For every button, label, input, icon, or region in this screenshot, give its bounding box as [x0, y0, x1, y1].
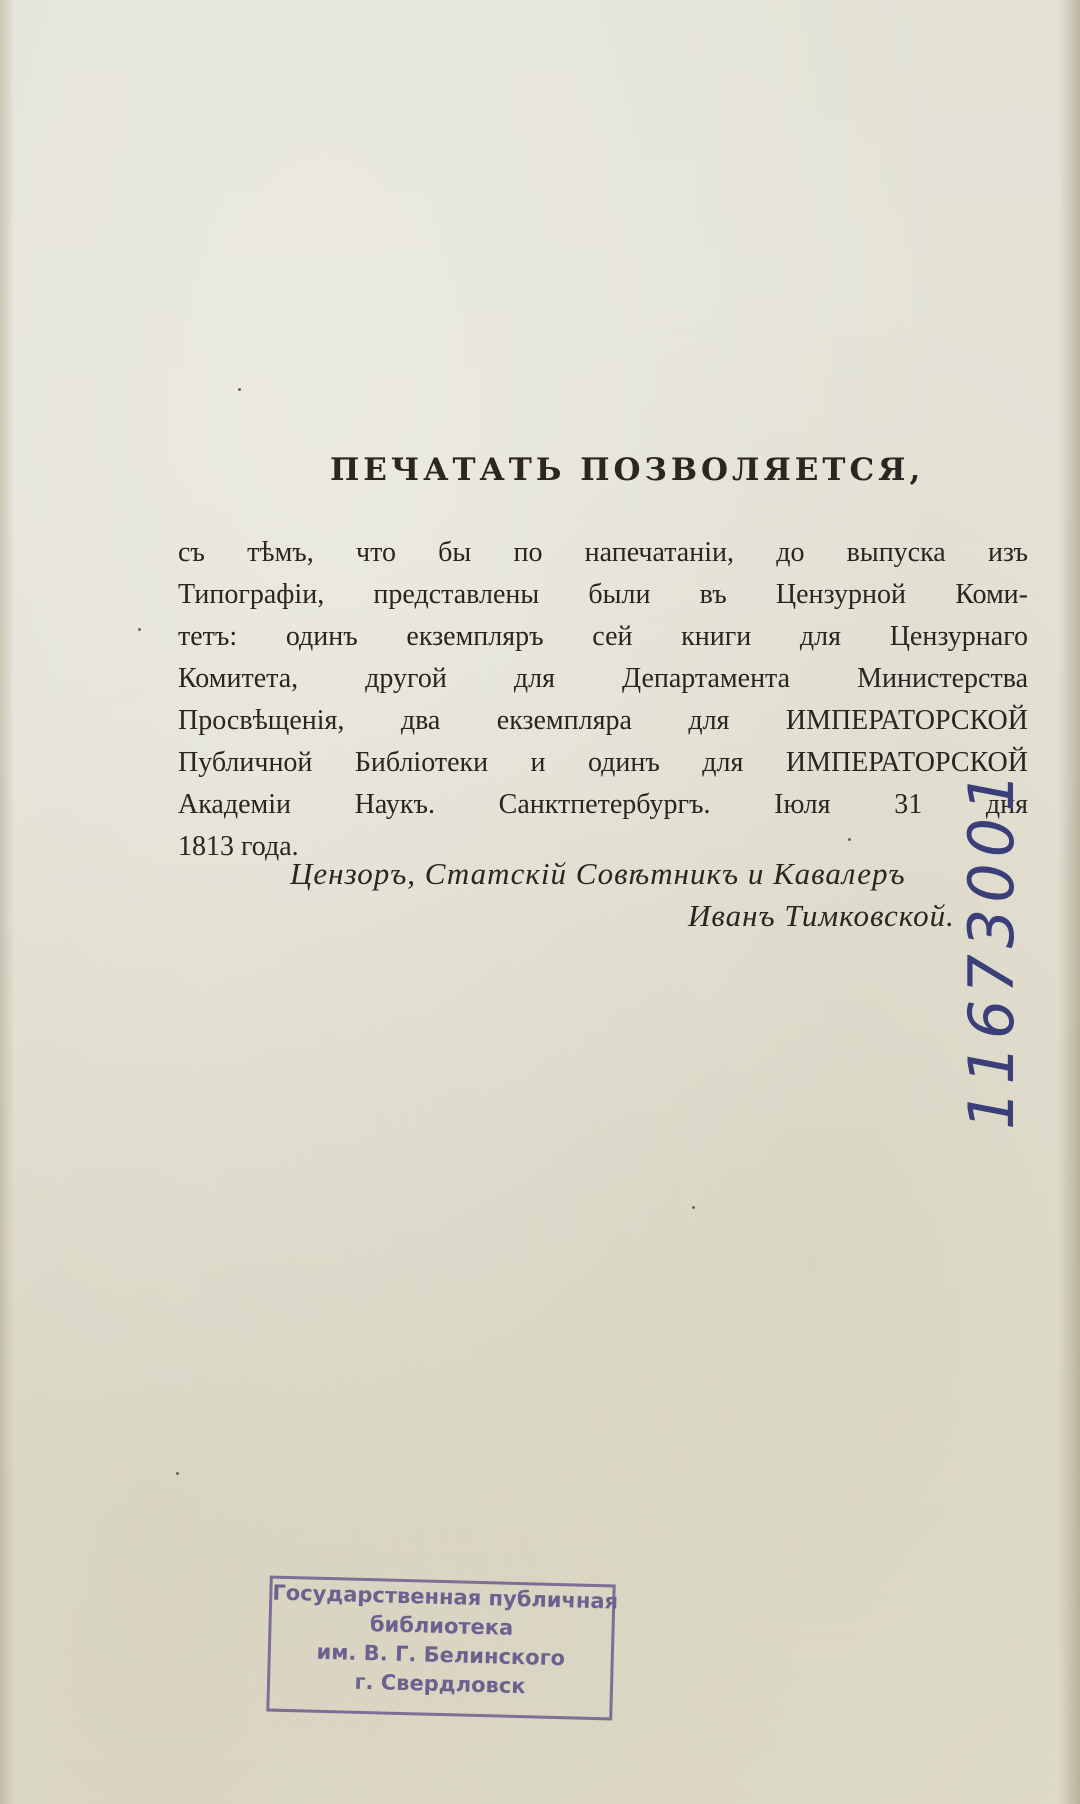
page-edge-left	[0, 0, 14, 1804]
page-edge-right	[1058, 0, 1080, 1804]
text-line: Комитета, другой для Департамента Министерства	[178, 663, 1028, 694]
censor-name: Иванъ Тимковской.	[688, 898, 955, 933]
paper-speck	[176, 1472, 179, 1475]
handwritten-inventory-number: 11673001	[955, 766, 1028, 1130]
paper-speck	[138, 628, 141, 631]
text-line: Типографіи, представлены были въ Цензурной Коми-	[178, 579, 1028, 610]
stamp-line: им. В. Г. Белинского	[316, 1639, 566, 1671]
text-line: Публичной Библіотеки и одинъ для ИМПЕРАТОРСКОЙ	[178, 747, 1028, 778]
censor-title-line: Цензоръ, Статскій Совѣтникъ и Кавалеръ	[290, 856, 906, 891]
document-heading: ПЕЧАТАТЬ ПОЗВОЛЯЕТСЯ,	[330, 452, 925, 488]
paper-speck	[848, 838, 851, 841]
library-stamp	[266, 1575, 619, 1720]
text-line: тетъ: одинъ екземпляръ сей книги для Цензурнаго	[178, 621, 1028, 652]
text-line: съ тѣмъ, что бы по напечатаніи, до выпуска изъ	[178, 537, 1028, 568]
text-line: Просвѣщенія, два екземпляра для ИМПЕРАТОРСКОЙ	[178, 705, 1028, 736]
stamp-line: Государственная публичная	[272, 1580, 619, 1614]
text-line: Академіи Наукъ. Санктпетербургъ. Іюля 31 дня	[178, 789, 1028, 820]
paper-speck	[238, 388, 241, 391]
stamp-line: библиотека	[369, 1612, 514, 1640]
paper-speck	[692, 1206, 695, 1209]
stamp-line: г. Свердловск	[354, 1669, 526, 1699]
text-line: 1813 года.	[178, 831, 299, 862]
